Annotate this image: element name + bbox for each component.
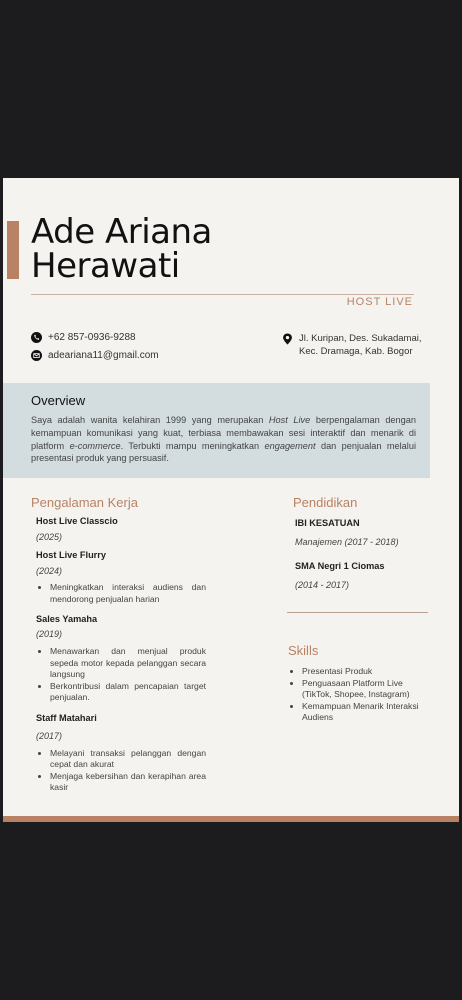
list-item: • Penguasaan Platform Live (TikTok, Shopee, Instagram) <box>302 678 426 701</box>
overview-text-part: e-commerce <box>69 440 121 451</box>
job-company: Staff Matahari <box>36 712 97 723</box>
resume-page <box>3 178 459 822</box>
school-detail: (2014 - 2017) <box>295 580 350 590</box>
skills-list <box>288 666 426 724</box>
education-list <box>295 518 435 590</box>
job-year: (2019) <box>36 629 63 639</box>
list-item: • Menawarkan dan menjual produk sepeda motor kepada pelanggan secara langsung <box>50 646 206 681</box>
contact-phone <box>31 332 136 343</box>
candidate-name <box>31 212 212 286</box>
list-item: • Presentasi Produk <box>302 666 426 678</box>
job-year: (2017) <box>36 730 63 741</box>
job-bullets <box>36 646 206 704</box>
contact-address <box>282 332 422 358</box>
address-line-1: Jl. Kuripan, Des. Sukadamai, <box>299 333 422 344</box>
list-item: • Berkontribusi dalam pencapaian target penjualan. <box>50 681 206 704</box>
school-name: IBI KESATUAN <box>295 518 360 528</box>
school-name: SMA Negri 1 Ciomas <box>295 561 385 571</box>
job-title: HOST LIVE <box>346 296 413 308</box>
overview-section <box>3 383 430 478</box>
job-bullets <box>36 582 206 605</box>
email-address: adeariana11@gmail.com <box>48 350 159 361</box>
header-divider <box>31 294 414 295</box>
overview-text-part: dan penjualan melalui presentasi produk yang persuasif. <box>31 440 416 464</box>
page-bottom-bar <box>3 816 459 822</box>
overview-text <box>31 414 416 465</box>
phone-icon <box>31 332 42 343</box>
school-detail: Manajemen (2017 - 2018) <box>295 537 399 547</box>
list-item: • Meningkatkan interaksi audiens dan mendorong penjualan harian <box>50 582 206 605</box>
overview-text-part: engagement <box>264 440 316 451</box>
name-line-2: Herawati <box>31 246 180 286</box>
list-item: • Menjaga kebersihan dan kerapihan area kasir <box>50 771 206 794</box>
list-item: • Melayani transaksi pelanggan dengan cepat dan akurat <box>50 748 206 771</box>
job-company: Sales Yamaha <box>36 614 98 624</box>
education-title: Pendidikan <box>293 495 358 510</box>
overview-text-part: . Terbukti mampu meningkatkan <box>120 440 265 451</box>
name-accent-bar <box>7 221 19 279</box>
experience-list <box>36 516 206 794</box>
email-icon <box>31 350 42 361</box>
job-bullets <box>36 748 206 794</box>
skills-title: Skills <box>288 643 319 658</box>
job-year: (2025) <box>36 532 63 542</box>
job-year: (2024) <box>36 566 63 576</box>
job-company: Host Live Flurry <box>36 550 106 560</box>
overview-text-part: Saya adalah wanita kelahiran 1999 yang merupakan <box>31 415 269 425</box>
job-company: Host Live Classcio <box>36 516 118 526</box>
education-divider <box>287 612 428 613</box>
location-pin-icon <box>282 333 293 345</box>
phone-number: +62 857-0936-9288 <box>48 332 136 343</box>
overview-text-part: Host Live <box>268 415 311 425</box>
experience-title: Pengalaman Kerja <box>31 495 138 510</box>
name-line-1: Ade Ariana <box>31 212 212 252</box>
address-line-2: Kec. Dramaga, Kab. Bogor <box>299 346 413 357</box>
list-item: • Kemampuan Menarik Interaksi Audiens <box>302 701 426 724</box>
contact-email <box>31 350 159 361</box>
overview-text-part: berpengalaman dengan kemampuan komunikasi yang kuat, terbiasa membawakan sesi interaktif dan menarik di platform <box>31 415 416 451</box>
overview-title: Overview <box>31 393 86 408</box>
skills-bullets <box>288 666 426 724</box>
